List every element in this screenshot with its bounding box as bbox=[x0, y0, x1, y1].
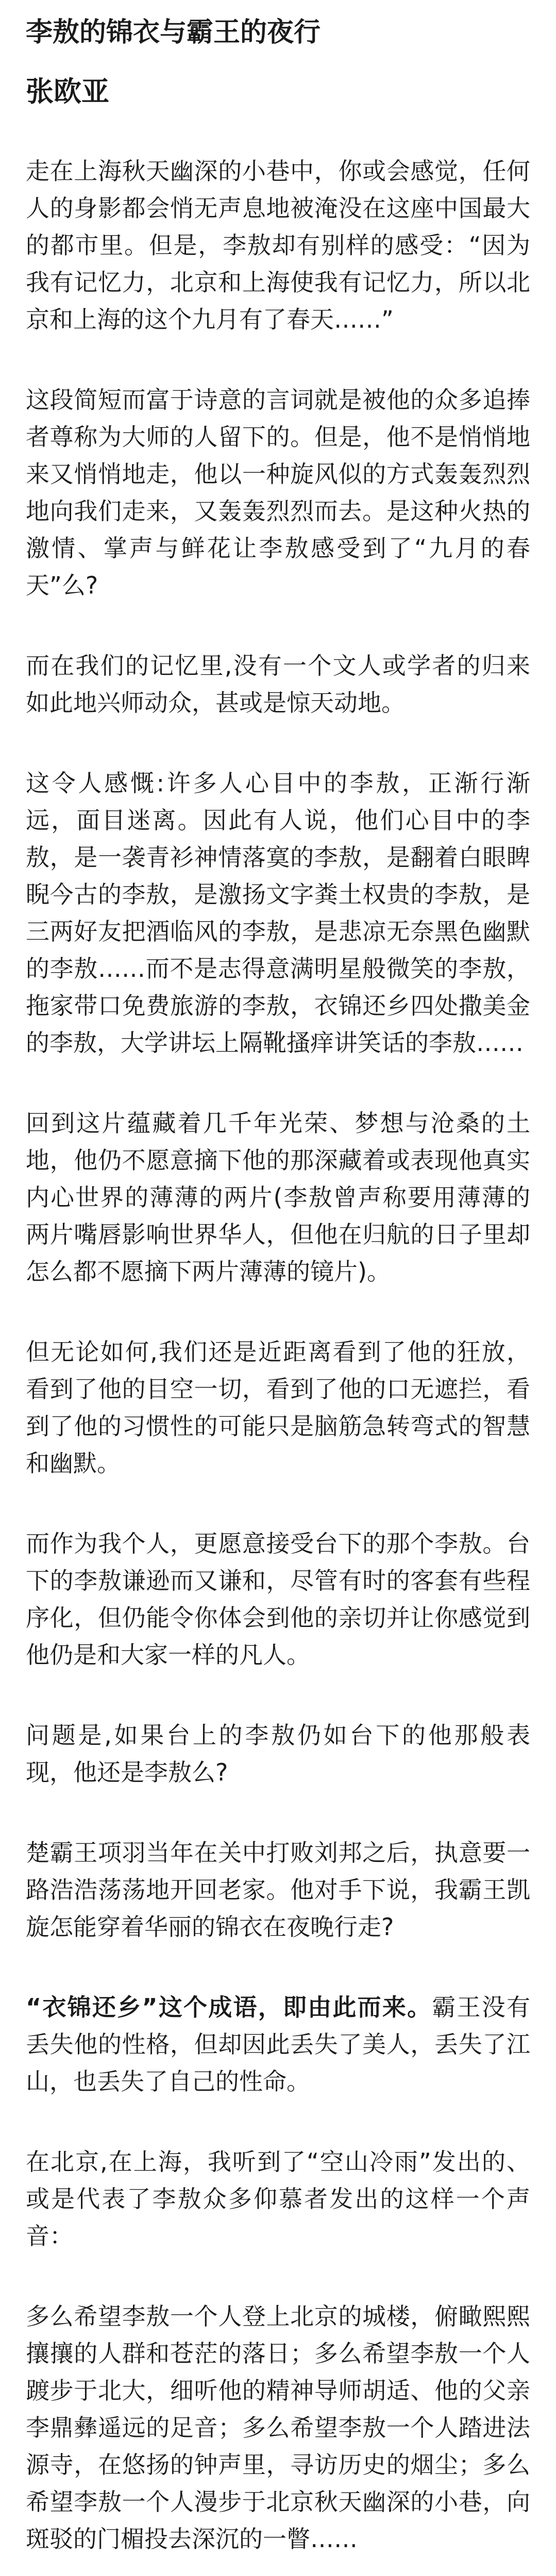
paragraph-6: 但无论如何,我们还是近距离看到了他的狂放，看到了他的目空一切，看到了他的口无遮拦，看到了他的习惯性的可能只是脑筋急转弯式的智慧和幽默。 bbox=[26, 1338, 530, 1477]
article-author: 张欧亚 bbox=[26, 75, 109, 108]
paragraph-10-rest: 霸王没有丢失他的性格，但却因此丢失了美人，丢失了江山，也丢失了自己的性命。 bbox=[26, 1993, 531, 2095]
article-title: 李敖的锦衣与霸王的夜行 bbox=[26, 17, 321, 48]
paragraph-11: 在北京,在上海，我听到了“空山冷雨”发出的、或是代表了李敖众多仰慕者发出的这样一个声音： bbox=[26, 2148, 530, 2250]
paragraph-7: 而作为我个人，更愿意接受台下的那个李敖。台下的李敖谦逊而又谦和，尽管有时的客套有些程序化，但仍能令你体会到他的亲切并让你感觉到他仍是和大家一样的凡人。 bbox=[26, 1530, 530, 1669]
paragraph-9: 楚霸王项羽当年在关中打败刘邦之后，执意要一路浩浩荡荡地开回老家。他对手下说，我霸王凯旋怎能穿着华丽的锦衣在夜晚行走? bbox=[26, 1839, 530, 1941]
paragraph-5: 回到这片蕴藏着几千年光荣、梦想与沧桑的土地，他仍不愿意摘下他的那深藏着或表现他真实内心世界的薄薄的两片(李敖曾声称要用薄薄的两片嘴唇影响世界华人，但他在归航的日子里却怎么都不愿摘下两片薄薄的镜片)。 bbox=[26, 1109, 530, 1285]
paragraph-8: 问题是,如果台上的李敖仍如台下的他那般表现，他还是李敖么? bbox=[26, 1721, 530, 1786]
paragraph-2: 这段简短而富于诗意的言词就是被他的众多追捧者尊称为大师的人留下的。但是，他不是悄悄地来又悄悄地走，他以一种旋风似的方式轰轰烈烈地向我们走来，又轰轰烈烈而去。是这种火热的激情、掌声与鲜花让李敖感受到了“九月的春天”么? bbox=[26, 386, 530, 599]
paragraph-1: 走在上海秋天幽深的小巷中，你或会感觉，任何人的身影都会悄无声息地被淹没在这座中国最大的都市里。但是，李敖却有别样的感受：“因为我有记忆力，北京和上海使我有记忆力，所以北京和上海的这个九月有了春天……” bbox=[26, 157, 530, 333]
paragraph-4: 这令人感慨:许多人心目中的李敖，正渐行渐远，面目迷离。因此有人说，他们心目中的李敖，是一袭青衫神情落寞的李敖，是翻着白眼睥睨今古的李敖，是激扬文字粪土权贵的李敖，是三两好友把酒临风的李敖，是悲凉无奈黑色幽默的李敖……而不是志得意满明星般微笑的李敖，拖家带口免费旅游的李敖，衣锦还乡四处撒美金的李敖，大学讲坛上隔靴搔痒讲笑话的李敖…… bbox=[26, 769, 530, 1057]
paragraph-12: 多么希望李敖一个人登上北京的城楼，俯瞰熙熙攘攘的人群和苍茫的落日；多么希望李敖一个人踱步于北大，细听他的精神导师胡适、他的父亲李鼎彝遥远的足音；多么希望李敖一个人踏进法源寺，在悠扬的钟声里，寻访历史的烟尘；多么希望李敖一个人漫步于北京秋天幽深的小巷，向斑驳的门楣投去深沉的一瞥…… bbox=[26, 2302, 530, 2553]
paragraph-10 bbox=[26, 1989, 530, 2100]
paragraph-10-bold: “衣锦还乡”这个成语，即由此而来。 bbox=[26, 1993, 432, 2021]
paragraph-3: 而在我们的记忆里,没有一个文人或学者的归来如此地兴师动众，甚或是惊天动地。 bbox=[26, 652, 530, 717]
